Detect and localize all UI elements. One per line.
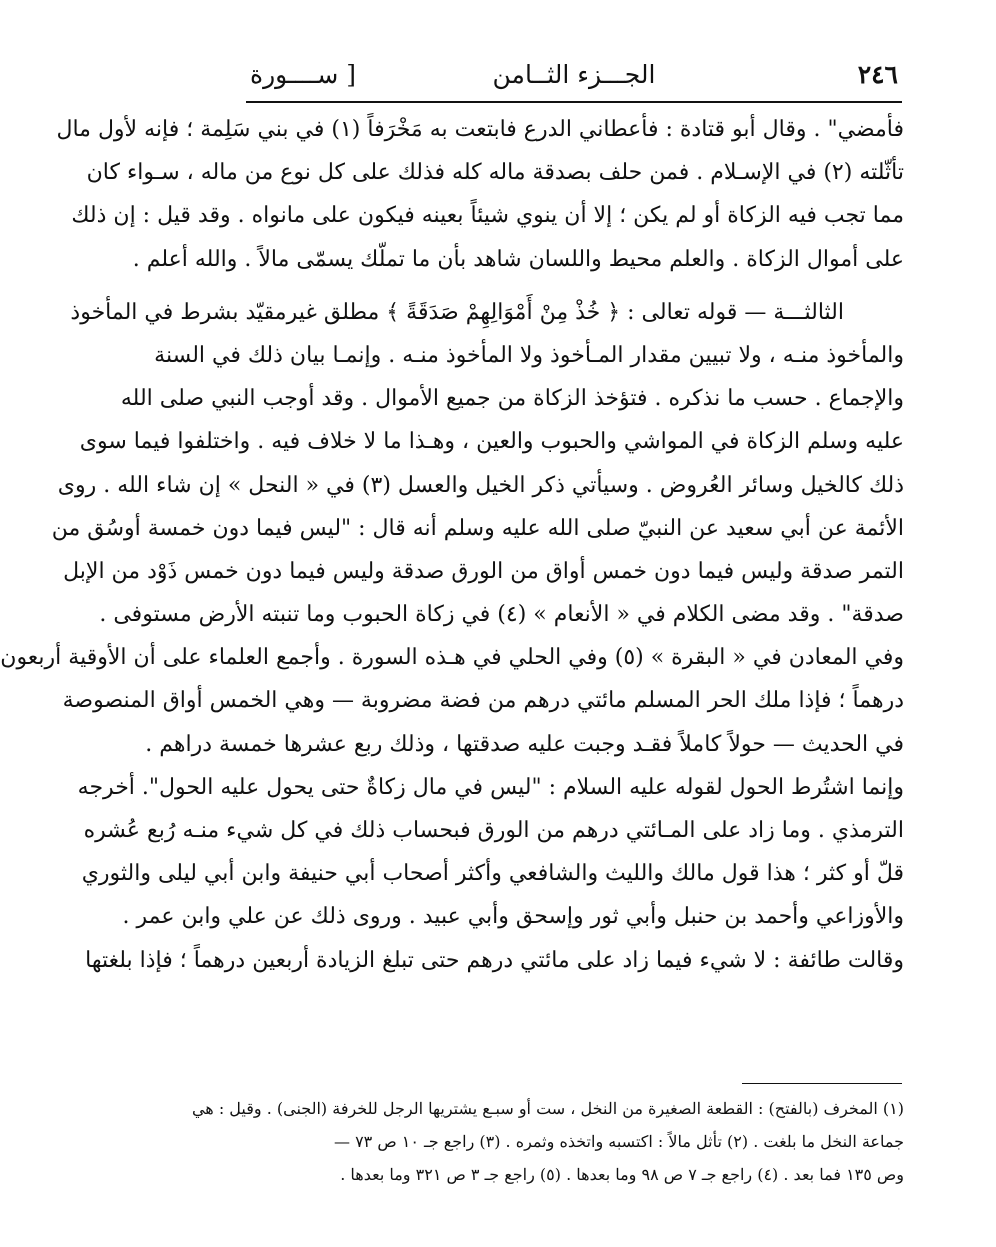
part-title: الجـــزء الثــامن <box>492 60 656 89</box>
footnote-rule <box>742 1083 902 1084</box>
header-rule <box>246 101 902 103</box>
text-line: عليه وسلم الزكاة في المواشي والحبوب والعين ، وهـذا ما لا خلاف فيه . واختلفوا فيما سوى <box>79 429 904 455</box>
text-line: وإنما اشتُرط الحول لقوله عليه السلام : "ليس في مال زكاةٌ حتى يحول عليه الحول". أخرجه <box>77 774 904 800</box>
text-line: والمأخوذ منـه ، ولا تبيين مقدار المـأخوذ ولا المأخوذ منـه . وإنمـا بيان ذلك في السنة <box>154 342 904 368</box>
text-line: التمر صدقة وليس فيما دون خمس أواق من الورق صدقة وليس فيما دون خمس ذَوْد من الإبل <box>63 558 904 584</box>
text-line: الثالثـــة — قوله تعالى : ﴿ خُذْ مِنْ أَمْوَالِهِمْ صَدَقَةً ﴾ مطلق غيرمقيّد بشرط في المأخوذ <box>70 299 844 325</box>
text-line: في الحديث — حولاً كاملاً فقـد وجبت عليه صدقتها ، وذلك ربع عشرها خمسة دراهم . <box>145 731 904 757</box>
surah-label: [ ســــورة <box>250 60 357 89</box>
text-line: الترمذي . وما زاد على المـائتي درهم من الورق فبحساب ذلك في كل شيء منـه رُبع عُشره <box>83 818 904 843</box>
text-line: والأوزاعي وأحمد بن حنبل وأبي ثور وإسحق وأبي عبيد . وروى ذلك عن علي وابن عمر . <box>122 904 904 930</box>
text-line: مما تجب فيه الزكاة أو لم يكن ؛ إلا أن ينوي شيئاً بعينه فيكون على مانواه . وقد قيل : إن ذلك <box>71 203 904 229</box>
footnote-line: وص ١٣٥ فما بعد . (٤) راجع جـ ٧ ص ٩٨ وما بعدها . (٥) راجع جـ ٣ ص ٣٢١ وما بعدها . <box>340 1165 904 1184</box>
footnote-line: جماعة النخل ما بلغت . (٢) تأثل مالاً : اكتسبه واتخذه وثمره . (٣) راجع جـ ١٠ ص ٧٣ — <box>333 1132 904 1151</box>
page-number: ٢٤٦ <box>857 60 898 89</box>
text-line: وقالت طائفة : لا شيء فيما زاد على مائتي درهم حتى تبلغ الزيادة أربعين درهماً ؛ فإذا بلغتها <box>85 947 904 973</box>
text-line: والإجماع . حسب ما نذكره . فتؤخذ الزكاة من جميع الأموال . وقد أوجب النبي صلى الله <box>120 386 904 412</box>
text-line: وفي المعادن في « البقرة » (٥) وفي الحلي في هـذه السورة . وأجمع العلماء على أن الأوقية أربعون <box>0 645 904 671</box>
text-line: فأمضي" . وقال أبو قتادة : فأعطاني الدرع فابتعت به مَخْرَفاً (١) في بني سَلِمة ؛ فإنه لأول مال <box>56 117 904 142</box>
text-line: الأئمة عن أبي سعيد عن النبيّ صلى الله عليه وسلم أنه قال : "ليس فيما دون خمسة أوسُق من <box>51 515 904 541</box>
text-line: صدقة" . وقد مضى الكلام في « الأنعام » (٤) في زكاة الحبوب وما تنبته الأرض مستوفى . <box>99 602 904 628</box>
text-line: ذلك كالخيل وسائر العُروض . وسيأتي ذكر الخيل والعسل (٣) في « النحل » إن شاء الله . روى <box>57 472 904 498</box>
main-text <box>0 108 904 982</box>
text-line: على أموال الزكاة . والعلم محيط واللسان شاهد بأن ما تملّك يسمّى مالاً . والله أعلم . <box>132 246 904 272</box>
footnotes <box>191 1092 904 1191</box>
text-line: قلّ أو كثر ؛ هذا قول مالك والليث والشافعي وأكثر أصحاب أبي حنيفة وابن أبي ليلى والثوري <box>81 861 904 887</box>
page-header <box>250 52 898 98</box>
text-line: درهماً ؛ فإذا ملك الحر المسلم مائتي درهم من فضة مضروبة — وهي الخمس أواق المنصوصة <box>62 688 904 714</box>
footnote-line: (١) المخرف (بالفتح) : القطعة الصغيرة من النخل ، ست أو سبـع يشتريها الرجل للخرفة (الجنى) . وقيل : هي <box>191 1099 904 1118</box>
text-line: تأثّلته (٢) في الإسـلام . فمن حلف بصدقة ماله كله فذلك على كل نوع من ماله ، سـواء كان <box>86 160 904 186</box>
